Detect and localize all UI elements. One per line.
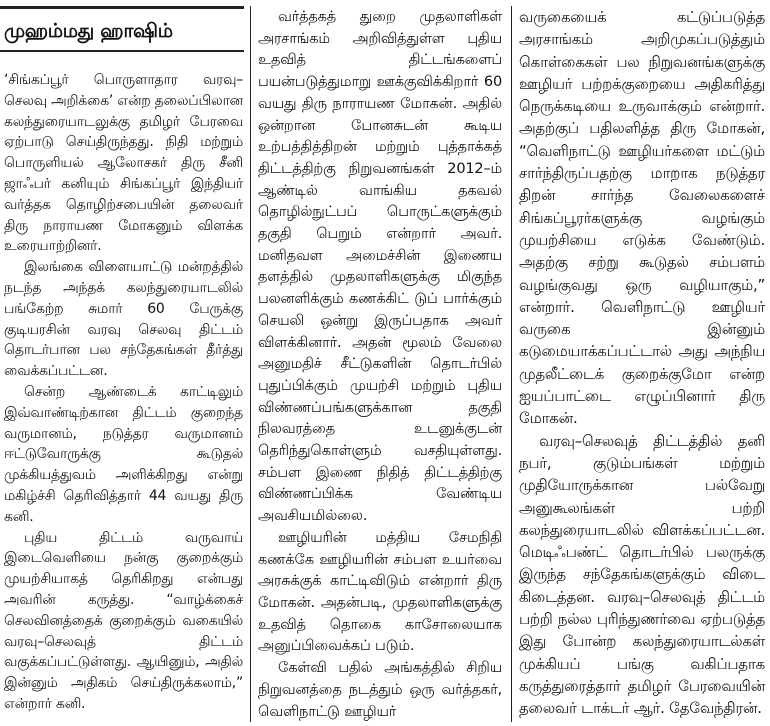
- author-byline: முஹம்மது ஹாஷிம்: [4, 20, 173, 42]
- paragraph: வர்த்தகத் துறை முதலாளிகள் அரசாங்கம் அறிவித்துள்ள புதிய உதவித் திட்டங்களைப் பயன்படுத்துமாறு ஊக்குவிக்கிறார் 60 வயது திரு நாராயண மோகன். அதில் ஒன்றான போனசுடன் கூடிய உற்பத்தித்திறன் மற்றும் புத்தாக்கத் திட்டத்திற்கு நிறுவனங்கள் 2012–ம் ஆண்டில் வாங்கிய தகவல் தொழில்நுட்பப் பொருட்களுக்கும் தகுதி பெறும் என்றார் அவர். மனிதவள அமைச்சின் இணைய தளத்தில் முதலாளிகளுக்கு மிகுந்த பலனளிக்கும் கணக்கிட் டுப் பார்க்கும் செயலி ஒன்று இருப்பதாக அவர் விளக்கினார். அதன் மூலம் வேலை அனுமதிச் சீட்டுகளின் தொடர்பில் புதுப்பிக்கும் முயற்சி மற்றும் புதிய விண்ணப்பங்களுக்கான தகுதி நிலவரத்தை உடனுக்குடன் தெரிந்துகொள்ளும் வசதியுள்ளது. சம்பள இணை நிதித் திட்டத்திற்கு விண்ணப்பிக்க வேண்டிய அவசியமில்லை.: [258, 8, 502, 525]
- paragraph: புதிய திட்டம் வருவாய் இடைவெளியை நன்கு குறைக்கும் முயற்சியாகத் தெரிகிறது என்பது அவரின் கருத்து. “வாழ்க்கைச் செலவினத்தைக் குறைக்கும் வகையில் வரவு–செலவுத் திட்டம் வகுக்கப்பட்டுள்ளது. ஆயினும், அதில் இன்னும் அதிகம் செய்திருக்கலாம்,” என்றார் கனி.: [4, 529, 243, 712]
- paragraph: இலங்கை விளையாட்டு மன்றத்தில் நடந்த அந்தக் கலந்துரையாடலில் பங்கேற்ற சுமார் 60 பேருக்கு குடியரசின் வரவு செலவு திட்டம் தொடர்பான பல சந்தேகங்கள் தீர்த்து வைக்கப்பட்டன.: [4, 259, 243, 380]
- paragraph: ஊழியரின் மத்திய சேமநிதி கணக்கே ஊழியரின் சம்பள உயர்வை அரசுக்குக் காட்டிவிடும் என்றார் திரு மோகன். அதன்படி, முதலாளிகளுக்கு உதவித் தொகை காசோலையாக அனுப்பிவைக்கப் படும்.: [258, 528, 502, 655]
- paragraph: கேள்வி பதில் அங்கத்தில் சிறிய நிறுவனத்தை நடத்தும் ஒரு வர்த்தகர், வெளிநாட்டு ஊழியர்: [258, 659, 502, 720]
- paragraph: ‘சிங்கப்பூர் பொருளாதார வரவு–செலவு அறிக்கை’ என்ற தலைப்பிலான கலந்துரையாடலுக்கு தமிழர் பேரவை ஏற்பாடு செய்திருந்தது. நிதி மற்றும் பொருளியல் ஆலோசகர் திரு சீனி ஜாஃபர் கனியும் சிங்கப்பூர் இந்தியர் வர்த்தக தொழிற்சபையின் தலைவர் திரு நாராயண மோகனும் விளக்க உரையாற்றினர்.: [4, 72, 243, 255]
- text-column-3: [519, 6, 765, 720]
- text-column-1: [4, 70, 243, 715]
- column-rule-top: [0, 6, 244, 9]
- paragraph: வருகையைக் கட்டுப்படுத்த அரசாங்கம் அறிமுகப்படுத்தும் கொள்கைகள் பல நிறுவனங்களுக்கு ஊழியர் பற்றக்குறையை அதிகரித்து நெருக்கடியை உருவாக்கும் என்றார். அதற்குப் பதிலளித்த திரு மோகன், “வெளிநாட்டு ஊழியர்களை மட்டும் சார்ந்திருப்பதற்கு மாறாக நடுத்தர திறன் சார்ந்த வேலைகளைச் சிங்கப்பூரர்களுக்கு வழங்கும் முயற்சியை எடுக்க வேண்டும். அதற்கு சற்று கூடுதல் சம்பளம் வழங்குவது ஒரு வழியாகும்,” என்றார். வெளிநாட்டு ஊழியர் வருகை இன்னும் கடுமையாக்கப்பட்டால் அது அந்நிய முதலீட்டைக் குறைக்குமோ என்ற ஐயப்பாட்டை எழுப்பினார் திரு மோகன்.: [519, 8, 765, 428]
- paragraph: சென்ற ஆண்டைக் காட்டிலும் இவ்வாண்டிற்கான திட்டம் குறைந்த வருமானம், நடுத்தர வருமானம் ஈட்டுவோருக்கு கூடுதல் முக்கியத்துவம் அளிக்கிறது என்று மகிழ்ச்சி தெரிவித்தார் 44 வயது திரு கனி.: [4, 383, 243, 525]
- column-divider-2: [511, 6, 512, 722]
- text-column-2: [258, 6, 502, 722]
- byline-rule: [0, 50, 244, 52]
- paragraph: வரவு–செலவுத் திட்டத்தில் தனி நபர், குடும்பங்கள் மற்றும் முதியோருக்கான பல்வேறு அனுகூலங்கள் பற்றி கலந்துரையாடலில் விளக்கப்பட்டன. மெடிஃபண்ட் தொடர்பில் பலருக்கு இருந்த சந்தேகங்களுக்கும் விடை கிடைத்தன. வரவு–செலவுத் திட்டம் பற்றி நல்ல புரிந்துணர்வை ஏற்படுத்த இது போன்ற கலந்துரையாடல்கள் முக்கியப் பங்கு வகிப்பதாக கருத்துரைத்தார் தமிழர் பேரவையின் தலைவர் டாக்டர் ஆர். தேவேந்திரன்.: [519, 431, 765, 718]
- column-divider-1: [250, 6, 251, 722]
